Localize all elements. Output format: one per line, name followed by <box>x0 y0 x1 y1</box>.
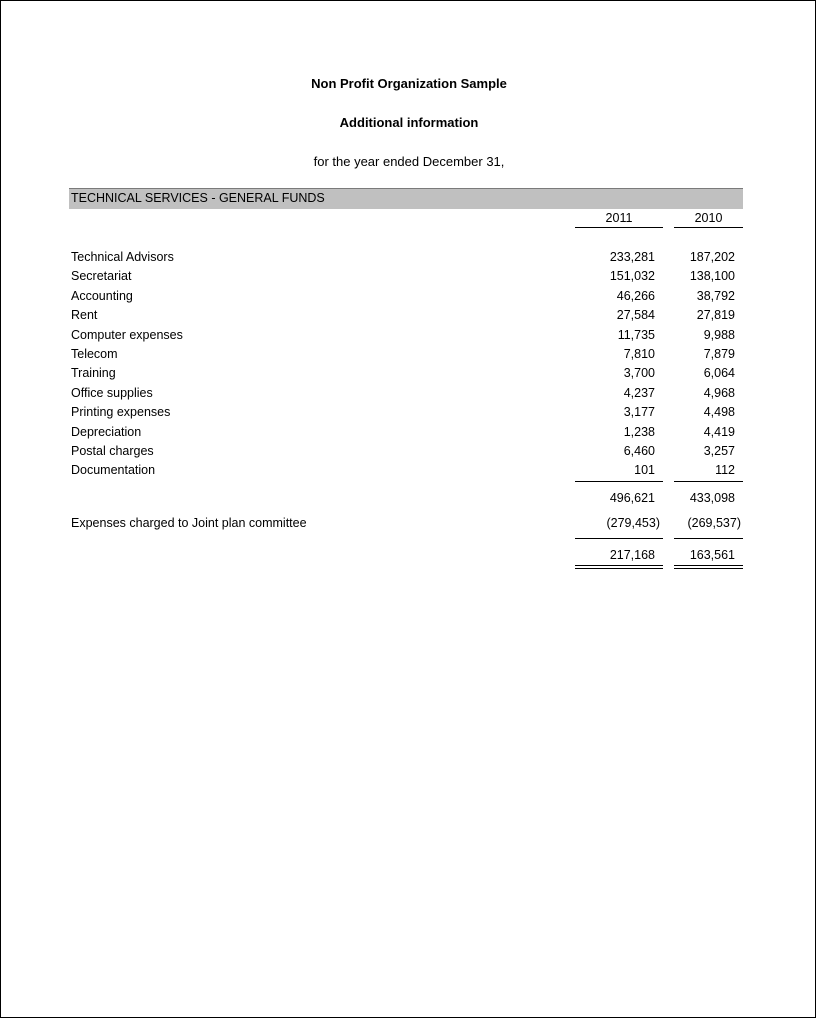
expense-row-2010: 4,968 <box>703 386 735 400</box>
total-double-rule-2010-b <box>674 568 743 569</box>
expense-row-2010: 6,064 <box>703 366 735 380</box>
expense-row-2010: 187,202 <box>689 250 735 264</box>
charged-2010: (269,537) <box>687 516 741 530</box>
column-header-2011: 2011 <box>575 211 663 228</box>
expense-row-2010: 4,419 <box>703 425 735 439</box>
expense-row-label: Postal charges <box>71 444 154 458</box>
subtotal-rule-2010 <box>674 481 743 482</box>
charged-2011: (279,453) <box>606 516 660 530</box>
expense-row-2010: 4,498 <box>703 405 735 419</box>
section-header-band <box>69 188 743 209</box>
total-top-rule-2011 <box>575 538 663 539</box>
period-label: for the year ended December 31, <box>313 154 505 169</box>
expense-row-2010: 3,257 <box>703 444 735 458</box>
expense-row-2011: 46,266 <box>616 289 655 303</box>
expense-row-2011: 4,237 <box>623 386 655 400</box>
expense-row-label: Technical Advisors <box>71 250 174 264</box>
expense-row-label: Secretariat <box>71 269 132 283</box>
expense-row-label: Rent <box>71 308 98 322</box>
expense-row-label: Accounting <box>71 289 133 303</box>
expense-row-2010: 38,792 <box>696 289 735 303</box>
expense-row-2011: 6,460 <box>623 444 655 458</box>
expense-row-2010: 27,819 <box>696 308 735 322</box>
expense-row-2011: 3,700 <box>623 366 655 380</box>
expense-row-label: Documentation <box>71 463 156 477</box>
expense-row-2011: 7,810 <box>623 347 655 361</box>
expense-row-2011: 233,281 <box>609 250 655 264</box>
column-header-2010: 2010 <box>674 211 743 228</box>
document-title: Non Profit Organization Sample <box>311 76 507 91</box>
subtotal-2011: 496,621 <box>609 491 655 505</box>
expense-row-label: Depreciation <box>71 425 142 439</box>
expense-row-label: Office supplies <box>71 386 153 400</box>
section-title: TECHNICAL SERVICES - GENERAL FUNDS <box>71 191 325 205</box>
total-double-rule-2010-a <box>674 565 743 566</box>
expense-row-2011: 11,735 <box>617 328 655 342</box>
expense-row-label: Printing expenses <box>71 405 171 419</box>
subtotal-rule-2011 <box>575 481 663 482</box>
expense-row-2011: 3,177 <box>623 405 655 419</box>
expense-row-label: Computer expenses <box>71 328 183 342</box>
expense-row-2011: 151,032 <box>609 269 655 283</box>
expense-row-label: Telecom <box>71 347 118 361</box>
document-subtitle: Additional information <box>339 115 479 130</box>
subtotal-2010: 433,098 <box>689 491 735 505</box>
total-2010: 163,561 <box>689 548 735 562</box>
expense-row-2010: 7,879 <box>703 347 735 361</box>
expense-row-2011: 101 <box>634 463 655 477</box>
total-2011: 217,168 <box>609 548 655 562</box>
expense-row-label: Training <box>71 366 116 380</box>
expense-row-2011: 1,238 <box>623 425 655 439</box>
expense-row-2010: 138,100 <box>689 269 735 283</box>
charged-label: Expenses charged to Joint plan committee <box>71 516 307 530</box>
total-top-rule-2010 <box>674 538 743 539</box>
total-double-rule-2011-a <box>575 565 663 566</box>
total-double-rule-2011-b <box>575 568 663 569</box>
expense-row-2010: 112 <box>715 463 735 477</box>
expense-row-2011: 27,584 <box>616 308 655 322</box>
expense-row-2010: 9,988 <box>703 328 735 342</box>
